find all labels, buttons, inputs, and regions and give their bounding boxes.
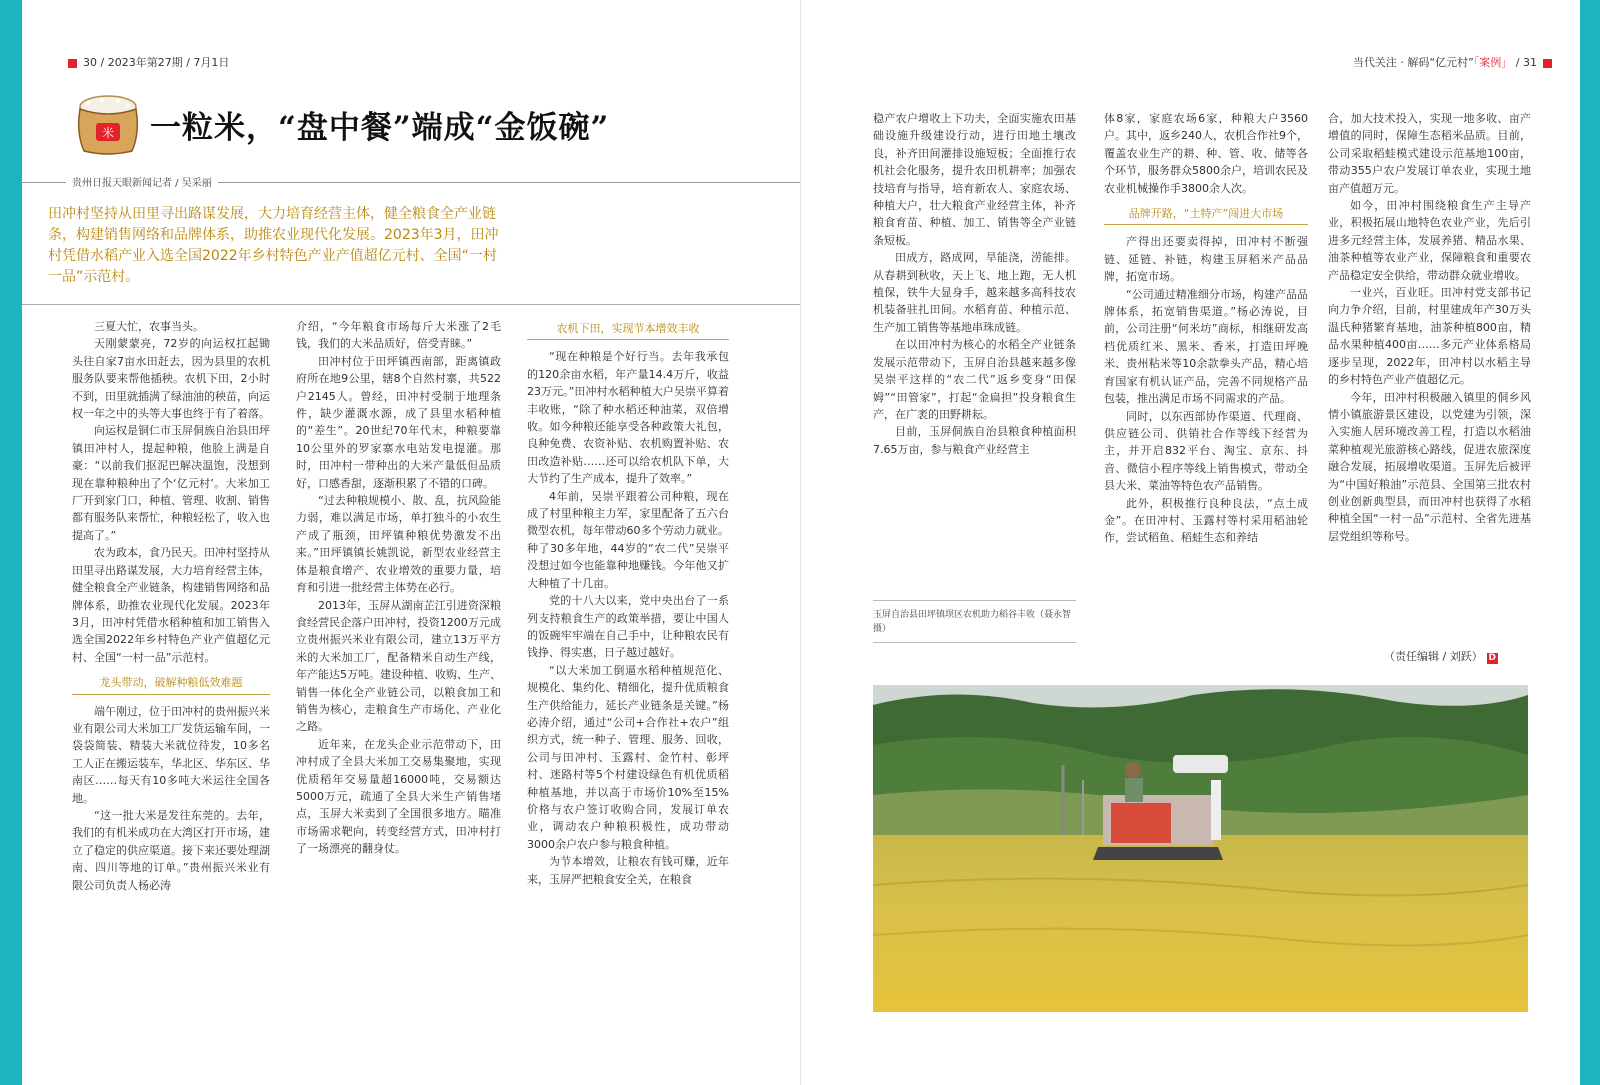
lead-paragraph: 田冲村坚持从田里寻出路谋发展，大力培育经营主体，健全粮食全产业链条，构建销售网络和品牌体系，助推农业现代化发展。2023年3月，田冲村凭借水稻产业入选全国2022年乡村特色产业产值超亿元村、全国“一村一品”示范村。 <box>48 206 499 285</box>
column-4 <box>873 110 1076 458</box>
section-subheading: 农机下田，实现节本增效丰收 <box>527 320 729 340</box>
paragraph: 此外，积极推行良种良法，“点土成金”。在田冲村、玉露村等村采用稻油轮作，尝试稻鱼、稻蛙生态和养结 <box>1104 496 1308 545</box>
paragraph: 一业兴，百业旺。田冲村党支部书记向力争介绍，目前，村里建成年产30万头温氏种猪繁育基地，油茶种植800亩，精品水果种植400亩……多元产业体系格局逐步呈现，2022年，田冲村以水稻主导的乡村特色产业产值超亿元。 <box>1328 286 1531 387</box>
folio-marker-icon <box>1543 59 1552 68</box>
editor-credit <box>1384 648 1498 664</box>
paragraph: 如今，田冲村围绕粮食生产主导产业，积极拓展山地特色农业产业，先后引进多元经营主体，发展养猪、精品水果、油茶种植等农业产业，保障粮食和重要农产品稳定安全供给，带动群众就业增收。 <box>1328 199 1531 282</box>
paragraph: “公司通过精准细分市场，构建产品品牌体系，拓宽销售渠道。”杨必涛说，目前，公司注册“何米坊”商标，相继研发高档优质红米、黑米、香米，打造田坪晚米、贵州粘米等10余款拳头产品，精心培育国家有机认证产品，完善不同规格产品包装，推出满足市场不同需求的产品。 <box>1104 287 1308 406</box>
paragraph: 产得出还要卖得掉，田冲村不断强链、延链、补链，构建玉屏稻米产品品牌，拓宽市场。 <box>1104 235 1308 284</box>
paragraph: 近年来，在龙头企业示范带动下，田冲村成了全县大米加工交易集聚地，实现优质稻年交易量超16000吨，交易额达5000万元，疏通了全县大米生产销售堵点，玉屏大米卖到了全国很多地方。瞄准市场需求靶向，转变经营方式，田冲村打了一场漂亮的翻身仗。 <box>296 737 501 856</box>
column-3 <box>527 318 729 888</box>
paragraph: 农为政本，食乃民天。田冲村坚持从田里寻出路谋发展，大力培育经营主体，健全粮食全产业链条，构建销售网络和品牌体系，助推农业现代化发展。2023年3月，田冲村凭借水稻种植和加工销售入选全国2022年乡村特色产业产值超亿元村、全国“一村一品”示范村。 <box>72 546 270 664</box>
byline: 贵州日报天眼新闻记者 / 吴采丽 <box>66 174 218 189</box>
paragraph: 体8家，家庭农场6家，种粮大户3560户。其中，返乡240人，农机合作社9个，覆盖农业生产的耕、种、管、收、储等各个环节，服务群众5800余户，培训农民及农业机械操作手3800余人次。 <box>1104 112 1308 195</box>
divider <box>22 304 800 305</box>
section-subheading: 龙头带动，破解种粮低效难题 <box>72 674 270 694</box>
paragraph: 田冲村位于田坪镇西南部，距离镇政府所在地9公里，辖8个自然村寨，共522户2145人。曾经，田冲村受制于地理条件，缺少灌溉水源，成了县里水稻种植的“差生”。20世纪70年代末，种粮要靠10公里外的罗家寨水电站发电提灌。那时，田冲村一带种出的大米产量低但品质好，口感香甜，逐渐积累了不错的口碑。 <box>296 354 501 490</box>
paragraph: 4年前，吴崇平跟着公司种粮，现在成了村里种粮主力军，家里配备了五六台微型农机，每年带动60多个劳动力就业。种了30多年地，44岁的“农二代”吴崇平没想过如今也能靠种地赚钱。今年他又扩大种植了十几亩。 <box>527 489 729 590</box>
paragraph: 今年，田冲村积极融入镇里的侗乡风情小镇旅游景区建设，以党建为引领，深入实施人居环境改善工程，打造以水稻油菜种植观光旅游核心路线，促进农旅深度融合发展，拓展增收渠道。玉屏先后被评为“中国好粮油”示范县、全国第三批农村创业创新典型县，而田冲村也获得了水稻种植全国“一村一品”示范村、全省先进基层党组织等称号。 <box>1328 390 1531 543</box>
paragraph: 党的十八大以来，党中央出台了一系列支持粮食生产的政策举措，要让中国人的饭碗牢牢端在自己手中，让种粮农民有钱挣、得实惠，日子越过越好。 <box>527 594 729 660</box>
column-2 <box>296 318 501 858</box>
section-label: 当代关注 · 解码“亿元村” <box>1352 56 1474 69</box>
paragraph: 田成方，路成网，旱能浇，涝能排。从春耕到秋收，天上飞、地上跑，无人机植保，铁牛大显身手，越来越多高科技农机装备驻扎田间。水稻育苗、种植示范、生产加工销售等基地串珠成链。 <box>873 251 1076 334</box>
left-folio: 30 / 2023年第27期 / 7月1日 <box>68 54 229 70</box>
column-1 <box>72 318 270 894</box>
section-tag: 「案例」 <box>1473 56 1513 69</box>
page-number: 31 <box>1523 56 1537 69</box>
paragraph: 2013年，玉屏从湖南芷江引进资深粮食经营民企落户田冲村，投资1200万元成立贵州振兴米业有限公司，建立13万平方米的大米加工厂，配备精米自动生产线，年产能达5万吨。建设种植、收购、生产、销售一体化全产业链公司，以粮食加工和销售为核心，走粮食生产市场化、产业化之路。 <box>296 598 501 734</box>
rice-harvest-photo <box>873 685 1528 1012</box>
end-mark-icon: D <box>1488 653 1496 663</box>
paragraph: “这一批大米是发往东莞的。去年，我们的有机米成功在大湾区打开市场，建立了稳定的供应渠道。接下来还要处理湖南、四川等地的订单。”贵州振兴米业有限公司负责人杨必涛 <box>72 808 270 892</box>
paragraph: 天刚蒙蒙亮，72岁的向运权扛起锄头往自家7亩水田赶去，因为县里的农机服务队要来帮他插秧。农机下田，2小时不到，田里就插满了绿油油的秧苗，向运权一年之中的头等大事也终于有了着落。 <box>72 337 270 421</box>
paragraph: 稳产农户增收上下功夫，全面实施农田基础设施升级建设行动，进行田地土壤改良，补齐田间灌排设施短板；全面推行农机社会化服务，提升农田机耕率；加强农技培育与指导，培育新农人、家庭农场、种植大户，壮大粮食产业经营主体，补齐粮食育苗、种植、加工、销售等全产业链条短板。 <box>873 112 1076 247</box>
paragraph: 为节本增效，让粮农有钱可赚，近年来，玉屏严把粮食安全关，在粮食 <box>527 855 729 886</box>
column-6 <box>1328 110 1531 545</box>
photo-caption: 玉屏自治县田坪镇坝区农机助力稻谷丰收（聂永智 摄） <box>873 608 1076 643</box>
right-folio: 当代关注 · 解码“亿元村”「案例」 / 31 <box>1353 54 1552 70</box>
paragraph: “过去种粮规模小、散、乱，抗风险能力弱，难以满足市场，单打独斗的小农生产成了瓶颈，田坪镇种粮优势激发不出来。”田坪镇镇长姚凯说，新型农业经营主体是粮食增产、农业增效的重要力量，培育和引进一批经营主体势在必行。 <box>296 494 501 595</box>
paragraph: “现在种粮是个好行当。去年我承包的120余亩水稻，年产量14.4万斤，收益23万元。”田冲村水稻种植大户吴崇平算着丰收账，“除了种水稻还种油菜，双倍增收。如今种粮还能享受各种政策大礼包，良种免费、农资补贴、农机购置补贴、农田改造补贴……还可以给农机队下单，大大节约了生产成本，提升了效率。” <box>527 350 729 486</box>
paragraph: 向运权是铜仁市玉屏侗族自治县田坪镇田冲村人，提起种粮，他脸上满是自豪：“以前我们抠泥巴解决温饱，没想到现在靠种粮种出了个‘亿元村’。大米加工厂开到家门口，种植、管理、收割、销售都有服务队来帮忙，种粮轻松了，收入也提高了。” <box>72 424 270 542</box>
article-headline: 一粒米，“盘中餐”端成“金饭碗” <box>150 110 610 146</box>
paragraph: 合，加大技术投入，实现一地多收、亩产增值的同时，保障生态稻米品质。目前，公司采取稻蛙模式建设示范基地100亩，带动355户农户发展订单农业，实现土地亩产值超万元。 <box>1328 112 1531 195</box>
paragraph: 目前，玉屏侗族自治县粮食种植面积7.65万亩，参与粮食产业经营主 <box>873 425 1076 456</box>
folio-marker-icon <box>68 59 77 68</box>
paragraph: 三夏大忙，农事当头。 <box>94 320 204 333</box>
divider <box>873 600 1076 601</box>
paragraph: “以大米加工倒逼水稻种植规范化、规模化、集约化、精细化，提升优质粮食生产供给能力，延长产业链条是关键。”杨必涛介绍，通过“公司+合作社+农户”组织方式，统一种子、管理、服务、回收，公司与田冲村、玉露村、金竹村、彰坪村、迷路村等5个村建设绿色有机优质稻种植基地，并以高于市场价10%至15%价格与农户签订收购合同，发展订单农业，调动农户种粮积极性，成功带动3000余户农户参与粮食种植。 <box>527 663 729 851</box>
editor-name: （责任编辑 / 刘跃） <box>1384 650 1483 663</box>
rice-sack-icon <box>68 93 148 157</box>
paragraph: 在以田冲村为核心的水稻全产业链条发展示范带动下，玉屏自治县越来越多像吴崇平这样的“农二代”返乡变身“田保姆”“田管家”，打起“金扁担”投身粮食生产，在广袤的田野耕耘。 <box>873 338 1076 421</box>
paragraph: 端午刚过，位于田冲村的贵州振兴米业有限公司大米加工厂发货运输车间，一袋袋简装、精装大米就位待发，10多名工人正在搬运装车，华北区、华东区、华南区……每天有10多吨大米运往全国各地。 <box>72 704 270 805</box>
logo-label: 米 <box>101 126 115 140</box>
issue-label: 2023年第27期 <box>107 56 183 69</box>
paragraph: 介绍，“今年粮食市场每斤大米涨了2毛钱，我们的大米品质好，倍受青睐。” <box>296 320 501 351</box>
paragraph: 同时，以东西部协作渠道、代理商、供应链公司、供销社合作等线下经营为主，并开启832平台、淘宝、京东、抖音、微信小程序等线上销售模式，带动全县大米、菜油等特色农产品销售。 <box>1104 409 1308 493</box>
page-number: 30 <box>83 56 97 69</box>
column-5 <box>1104 110 1308 547</box>
issue-date: 7月1日 <box>193 56 230 69</box>
section-subheading: 品牌开路，“土特产”闯进大市场 <box>1104 205 1308 225</box>
